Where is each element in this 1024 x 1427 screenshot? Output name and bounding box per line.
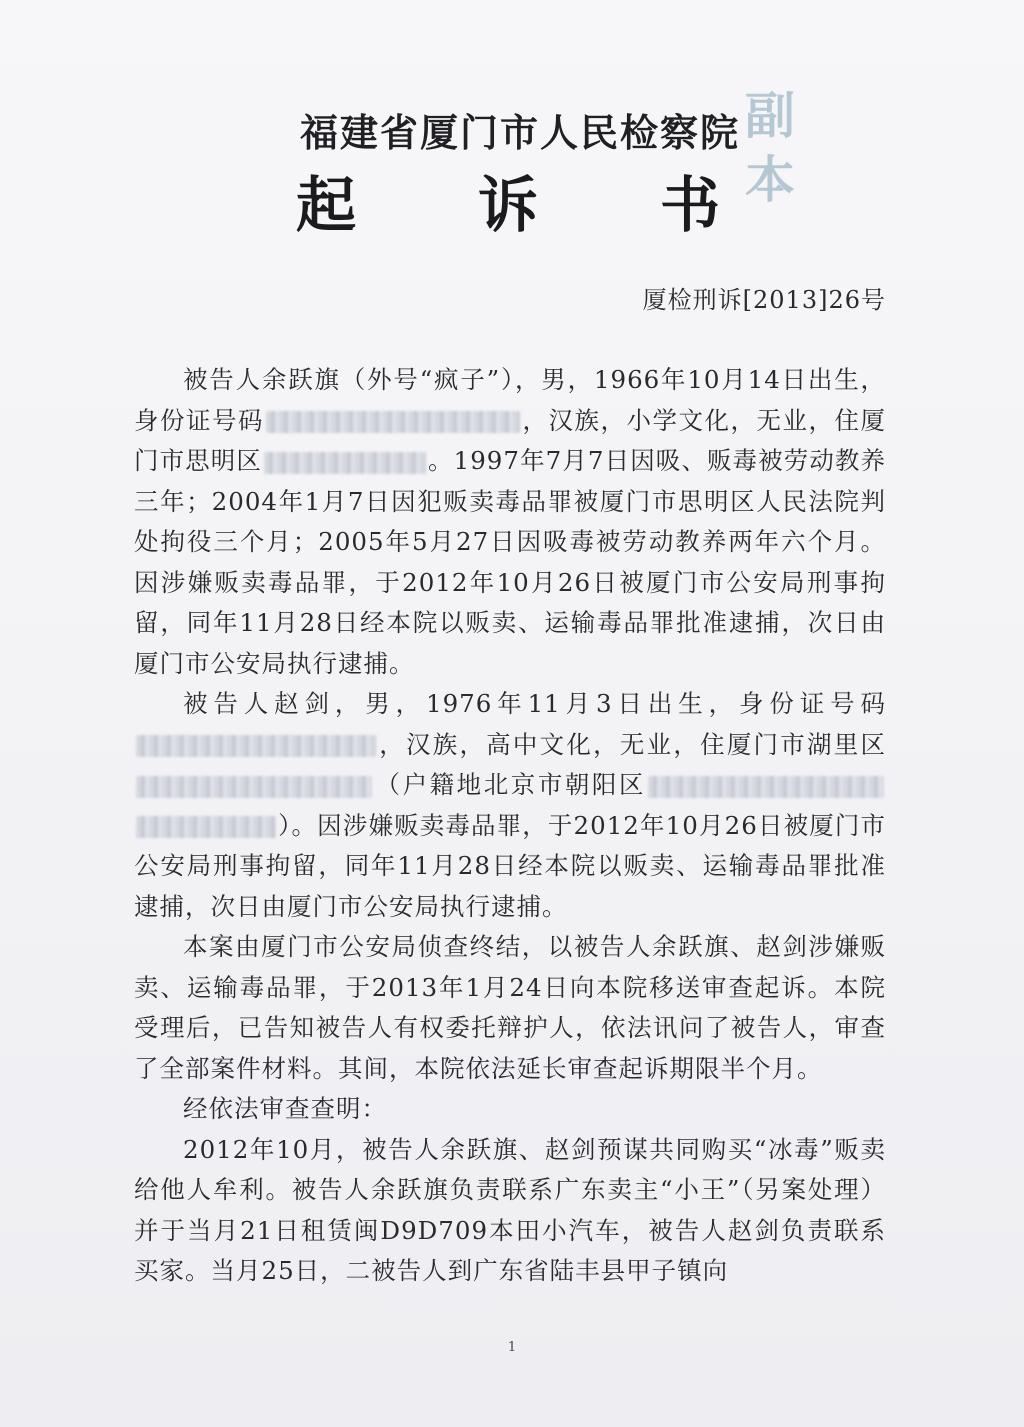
redacted-address: [264, 452, 426, 474]
paragraph-facts: 2012年10月，被告人余跃旗、赵剑预谋共同购买“冰毒”贩卖给他人牟利。被告人余跃旗负责联系广东卖主“小王”（另案处理）并于当月21日租赁闽D9D709本田小汽车，被告人赵剑负责联系买家。当月25日，二被告人到广东省陆丰县甲子镇向: [134, 1134, 886, 1285]
text-run: 。1997年7月7日因吸、贩毒被劳动教养三年；2004年1月7日因犯贩卖毒品罪被厦门市思明区人民法院判处拘役三个月；2005年5月27日因吸毒被劳动教养两年六个月。因涉嫌贩卖毒品罪，于2012年10月26日被厦门市公安局刑事拘留，同年11月28日经本院以贩卖、运输毒品罪批准逮捕，次日由厦门市公安局执行逮捕。: [134, 446, 886, 678]
page-number: 1: [507, 1340, 517, 1355]
organization-name: 福建省厦门市人民检察院: [300, 110, 741, 155]
stamp-char: 副: [745, 86, 795, 145]
text-run: ）。因涉嫌贩卖毒品罪，于2012年10月26日被厦门市公安局刑事拘留，同年11月28日经本院以贩卖、运输毒品罪批准逮捕，次日由厦门市公安局执行逮捕。: [134, 810, 886, 921]
case-number: 厦检刑诉[2013]26号: [642, 286, 886, 314]
stamp-char: 本: [745, 150, 795, 209]
redacted-address: [648, 776, 884, 798]
title-char: 诉: [478, 171, 538, 241]
text-run: （户籍地北京市朝阳区: [374, 770, 646, 799]
title-char: 书: [660, 171, 720, 241]
paragraph-findings-heading: 经依法审查查明：: [183, 1094, 387, 1123]
document-body: [134, 360, 886, 1292]
text-run: 被告人赵剑，男，1976年11月3日出生，身份证号码: [183, 689, 886, 718]
paragraph-defendant-1: [134, 360, 886, 684]
document-title: [290, 158, 730, 241]
paragraph-case-summary: 本案由厦门市公安局侦查终结，以被告人余跃旗、赵剑涉嫌贩卖、运输毒品罪，于2013年1月24日向本院移送审查起诉。本院受理后，已告知被告人有权委托辩护人，依法讯问了被告人，审查了全部案件材料。其间，本院依法延长审查起诉期限半个月。: [134, 932, 886, 1083]
redacted-id-number: [136, 735, 376, 757]
redacted-address: [136, 816, 276, 838]
text-run: ，汉族，高中文化，无业，住厦门市湖里区: [378, 729, 886, 759]
redacted-id-number: [266, 411, 520, 433]
redacted-address: [136, 776, 372, 798]
copy-stamp: [742, 84, 798, 214]
title-char: 起: [296, 171, 356, 241]
text-run: ，汉族，小学文化，无业，住厦门市思明区: [134, 405, 886, 475]
paragraph-defendant-2: [134, 684, 886, 927]
text-run: 被告人余跃旗（外号“疯子”），男，1966年10月14日出生，身份证号码: [134, 365, 886, 435]
